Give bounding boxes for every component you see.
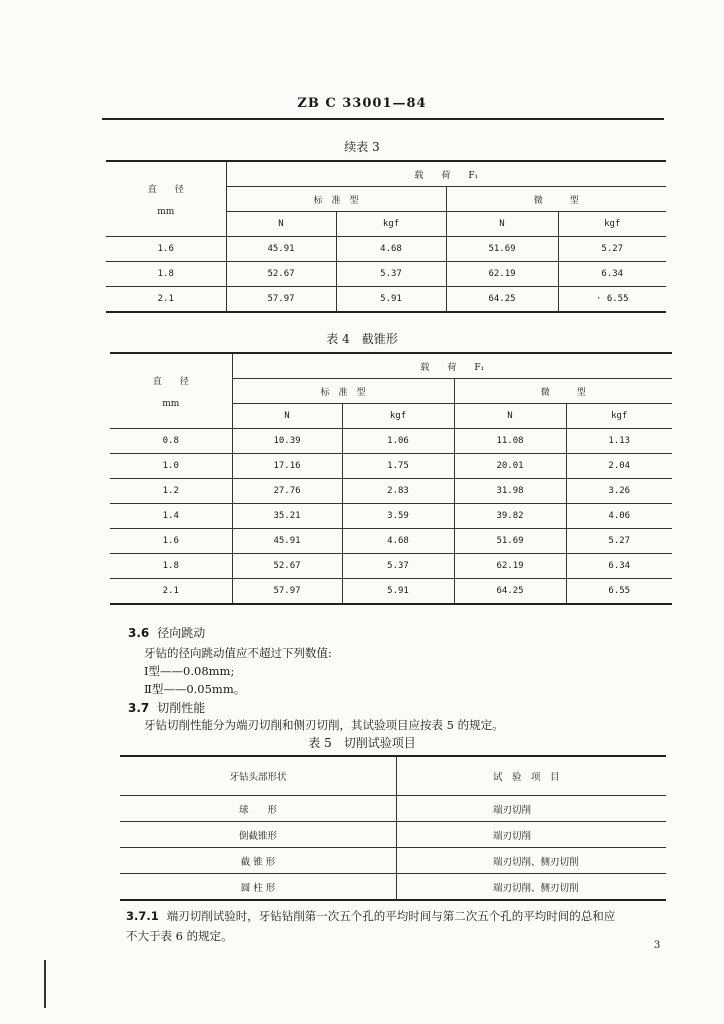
table-cell: 端刃切削、侧刃切削 bbox=[397, 874, 667, 901]
table-cell: 31.98 bbox=[454, 479, 566, 504]
section-3-7-heading bbox=[128, 699, 205, 716]
table-cell: 端刃切削 bbox=[397, 822, 667, 848]
table5-col-test: 试 验 项 目 bbox=[397, 756, 667, 796]
table-cell: 1.75 bbox=[342, 454, 454, 479]
table-row bbox=[120, 874, 666, 901]
table3-load-header: 载 荷 F₁ bbox=[226, 161, 666, 187]
table-cell: 5.91 bbox=[336, 287, 446, 313]
table-cell: 1.0 bbox=[110, 454, 232, 479]
table-cell: 5.37 bbox=[336, 262, 446, 287]
table-row bbox=[110, 579, 672, 605]
table-cell: 62.19 bbox=[446, 262, 558, 287]
table-cell: 20.01 bbox=[454, 454, 566, 479]
paragraph: 不大于表 6 的规定。 bbox=[126, 929, 233, 943]
table-cell: 62.19 bbox=[454, 554, 566, 579]
table-cell: 端刃切削 bbox=[397, 796, 667, 822]
table-row bbox=[110, 454, 672, 479]
table-cell: 2.1 bbox=[106, 287, 226, 313]
table-cell: 64.25 bbox=[446, 287, 558, 313]
table-row bbox=[106, 262, 666, 287]
table5 bbox=[120, 755, 666, 901]
table3-caption: 续表 3 bbox=[344, 140, 380, 154]
table-row bbox=[106, 237, 666, 262]
table-cell: 10.39 bbox=[232, 429, 342, 454]
table5-col-shape: 牙钻头部形状 bbox=[120, 756, 397, 796]
paragraph: Ⅱ型——0.05mm。 bbox=[144, 682, 246, 696]
table-row bbox=[110, 554, 672, 579]
table3-diameter-header bbox=[106, 161, 226, 237]
table-cell: 4.68 bbox=[336, 237, 446, 262]
header-rule bbox=[102, 118, 664, 120]
scan-edge-mark bbox=[44, 960, 46, 1008]
table-row bbox=[120, 796, 666, 822]
table-cell: 6.34 bbox=[566, 554, 672, 579]
section-title: 切削性能 bbox=[157, 701, 206, 715]
table-cell: 5.27 bbox=[566, 529, 672, 554]
table-row bbox=[110, 429, 672, 454]
table-cell: 1.2 bbox=[110, 479, 232, 504]
table3 bbox=[106, 160, 666, 313]
table3-micro-header: 微 型 bbox=[446, 187, 666, 212]
table4-diameter-unit: mm bbox=[162, 398, 180, 409]
table4-col-n: N bbox=[232, 404, 342, 429]
table-cell: 1.4 bbox=[110, 504, 232, 529]
table-cell: 57.97 bbox=[232, 579, 342, 605]
table-cell: 截 锥 形 bbox=[120, 848, 397, 874]
table-cell: 1.8 bbox=[106, 262, 226, 287]
table-cell: 1.6 bbox=[106, 237, 226, 262]
table-cell: 3.59 bbox=[342, 504, 454, 529]
table-cell: 11.08 bbox=[454, 429, 566, 454]
paragraph-text: 端刃切削试验时，牙钻钻削第一次五个孔的平均时间与第二次五个孔的平均时间的总和应 bbox=[166, 909, 616, 923]
paragraph: Ⅰ型——0.08mm; bbox=[144, 664, 235, 678]
table-cell: 2.04 bbox=[566, 454, 672, 479]
table-cell: 5.91 bbox=[342, 579, 454, 605]
table-cell: 6.55 bbox=[566, 579, 672, 605]
table-cell: · 6.55 bbox=[558, 287, 666, 313]
table-cell: 39.82 bbox=[454, 504, 566, 529]
standard-code: ZB C 33001—84 bbox=[297, 96, 427, 111]
section-title: 径向跳动 bbox=[157, 626, 206, 640]
table4-load-header: 载 荷 F₁ bbox=[232, 353, 672, 379]
table-cell: 35.21 bbox=[232, 504, 342, 529]
section-number: 3.7.1 bbox=[126, 909, 159, 923]
section-number: 3.6 bbox=[128, 626, 150, 640]
table3-diameter-label: 直 径 bbox=[147, 184, 184, 195]
table-row bbox=[120, 848, 666, 874]
table4-standard-header: 标 准 型 bbox=[232, 379, 454, 404]
table-cell: 17.16 bbox=[232, 454, 342, 479]
table-cell: 4.68 bbox=[342, 529, 454, 554]
table-cell: 球 形 bbox=[120, 796, 397, 822]
table-row bbox=[110, 529, 672, 554]
table-cell: 1.6 bbox=[110, 529, 232, 554]
table-cell: 6.34 bbox=[558, 262, 666, 287]
table4-diameter-header bbox=[110, 353, 232, 429]
table3-col-n: N bbox=[226, 212, 336, 237]
table4-micro-header: 微 型 bbox=[454, 379, 672, 404]
table-cell: 3.26 bbox=[566, 479, 672, 504]
table-cell: 1.06 bbox=[342, 429, 454, 454]
table-row bbox=[110, 479, 672, 504]
table3-diameter-unit: mm bbox=[157, 206, 175, 217]
table-cell: 倒截锥形 bbox=[120, 822, 397, 848]
table3-col-kgf: kgf bbox=[558, 212, 666, 237]
table4-col-kgf: kgf bbox=[342, 404, 454, 429]
table-cell: 51.69 bbox=[446, 237, 558, 262]
table-cell: 1.13 bbox=[566, 429, 672, 454]
section-3-6-heading bbox=[128, 624, 205, 641]
table-cell: 51.69 bbox=[454, 529, 566, 554]
table-cell: 0.8 bbox=[110, 429, 232, 454]
table-cell: 52.67 bbox=[226, 262, 336, 287]
table4 bbox=[110, 352, 672, 605]
table4-col-kgf: kgf bbox=[566, 404, 672, 429]
table-cell: 45.91 bbox=[232, 529, 342, 554]
table-cell: 端刃切削、侧刃切削 bbox=[397, 848, 667, 874]
table-cell: 1.8 bbox=[110, 554, 232, 579]
table3-col-n: N bbox=[446, 212, 558, 237]
table-cell: 圆 柱 形 bbox=[120, 874, 397, 901]
table3-col-kgf: kgf bbox=[336, 212, 446, 237]
section-number: 3.7 bbox=[128, 701, 150, 715]
table-row bbox=[110, 504, 672, 529]
paragraph: 牙钻的径向跳动值应不超过下列数值: bbox=[144, 646, 332, 660]
table4-col-n: N bbox=[454, 404, 566, 429]
table-cell: 5.37 bbox=[342, 554, 454, 579]
table-cell: 52.67 bbox=[232, 554, 342, 579]
table-cell: 5.27 bbox=[558, 237, 666, 262]
table-row bbox=[120, 822, 666, 848]
table-cell: 57.97 bbox=[226, 287, 336, 313]
table3-standard-header: 标 准 型 bbox=[226, 187, 446, 212]
table4-diameter-label: 直 径 bbox=[152, 376, 189, 387]
table-cell: 27.76 bbox=[232, 479, 342, 504]
table-cell: 45.91 bbox=[226, 237, 336, 262]
section-3-7-1-paragraph bbox=[126, 908, 615, 924]
table5-caption: 表 5 切削试验项目 bbox=[308, 736, 416, 750]
page-number: 3 bbox=[654, 940, 661, 951]
paragraph: 牙钻切削性能分为端刃切削和侧刃切削，其试验项目应按表 5 的规定。 bbox=[144, 718, 504, 732]
table-cell: 2.1 bbox=[110, 579, 232, 605]
table-row bbox=[106, 287, 666, 313]
table-cell: 64.25 bbox=[454, 579, 566, 605]
table4-caption: 表 4 截锥形 bbox=[326, 332, 398, 346]
table-cell: 2.83 bbox=[342, 479, 454, 504]
table-cell: 4.06 bbox=[566, 504, 672, 529]
